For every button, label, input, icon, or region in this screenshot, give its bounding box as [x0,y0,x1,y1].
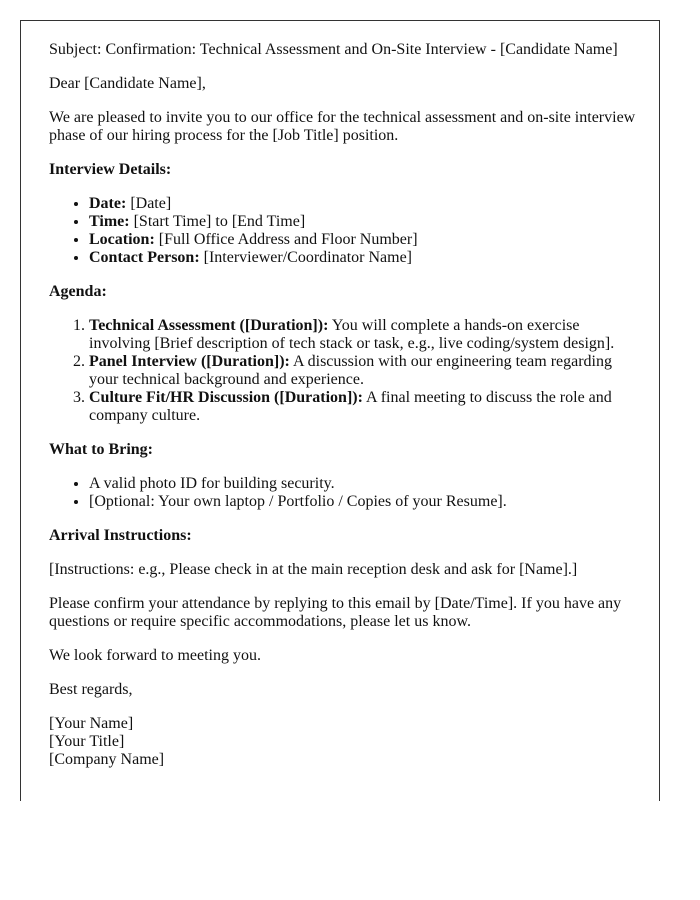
signature-block [49,715,639,769]
signature-name: [Your Name] [49,715,134,732]
agenda-text: You will complete a hands-on exercise involving [Brief description of tech stack or task, e.g., live coding/system design]. [89,317,615,352]
interview-details-heading: Interview Details: [49,161,172,178]
detail-label: Location: [89,231,155,248]
what-to-bring-heading: What to Bring: [49,441,153,458]
agenda-item [89,317,639,353]
arrival-text: [Instructions: e.g., Please check in at the main reception desk and ask for [Name].] [49,561,578,578]
agenda-label: Technical Assessment ([Duration]): [89,317,329,334]
signoff: Best regards, [49,681,133,698]
detail-label: Date: [89,195,127,212]
signature-company: [Company Name] [49,751,165,768]
detail-value: [Interviewer/Coordinator Name] [199,249,412,266]
agenda-text: A final meeting to discuss the role and company culture. [89,389,612,424]
greeting: Dear [Candidate Name], [49,75,206,92]
bring-item: • A valid photo ID for building security. [89,475,639,493]
arrival-heading: Arrival Instructions: [49,527,192,544]
closing-line: We look forward to meeting you. [49,647,261,664]
detail-value: [Date] [126,195,172,212]
subject-line: Subject: Confirmation: Technical Assessment and On-Site Interview - [Candidate Name] [49,41,618,58]
bring-item: • [Optional: Your own laptop / Portfolio / Copies of your Resume]. [89,493,639,511]
detail-time [89,213,639,231]
detail-location [89,231,639,249]
email-body [49,41,639,769]
detail-date [89,195,639,213]
agenda-item [89,353,639,389]
detail-value: [Start Time] to [End Time] [129,213,306,230]
agenda-item [89,389,639,425]
agenda-list [49,317,639,425]
interview-details-list [49,195,639,267]
detail-label: Time: [89,213,130,230]
agenda-label: Panel Interview ([Duration]): [89,353,290,370]
detail-contact [89,249,639,267]
intro-paragraph: We are pleased to invite you to our office for the technical assessment and on-site interview phase of our hiring process for the [Job Title] position. [49,109,636,144]
agenda-heading: Agenda: [49,283,107,300]
what-to-bring-list [49,475,639,511]
detail-value: [Full Office Address and Floor Number] [154,231,418,248]
confirm-paragraph: Please confirm your attendance by replying to this email by [Date/Time]. If you have any questions or require specific accommodations, please let us know. [49,595,622,630]
agenda-label: Culture Fit/HR Discussion ([Duration]): [89,389,363,406]
signature-title: [Your Title] [49,733,125,750]
detail-label: Contact Person: [89,249,200,266]
agenda-text: A discussion with our engineering team regarding your technical background and experience. [89,353,612,388]
